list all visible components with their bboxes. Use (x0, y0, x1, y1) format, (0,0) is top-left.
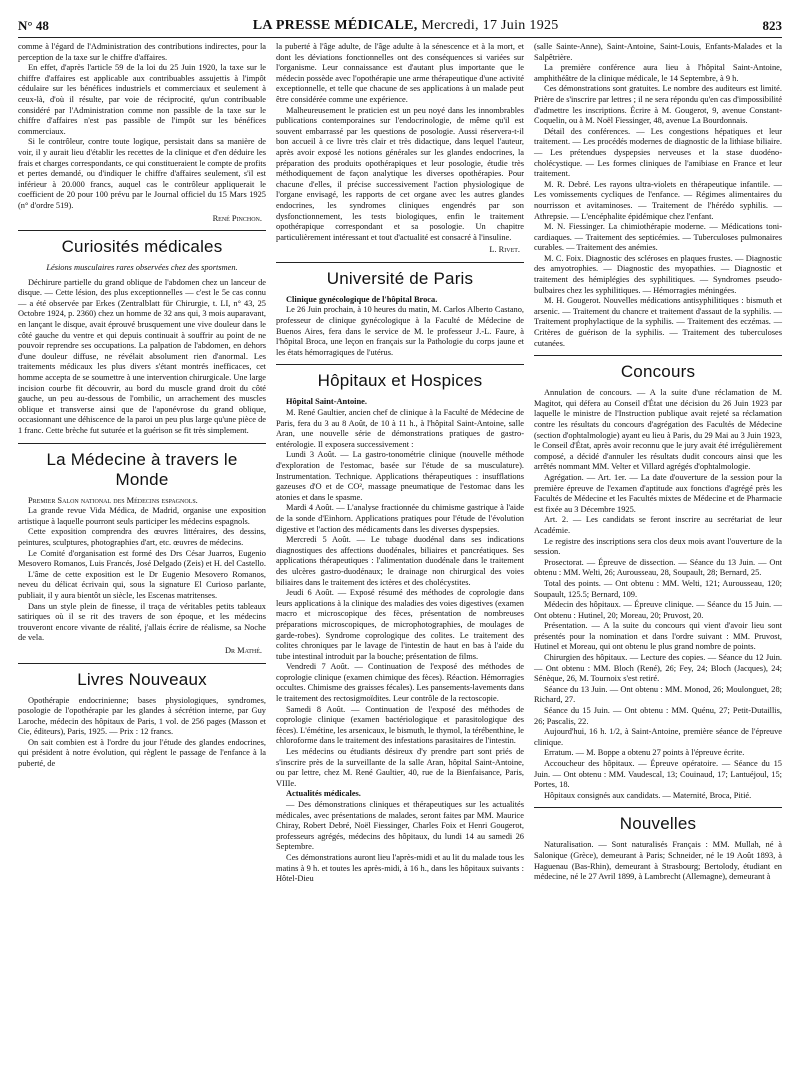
column-1 (18, 42, 266, 885)
section-title-concours: Concours (620, 362, 696, 382)
paragraph: Si le contrôleur, contre toute logique, persistait dans sa manière de voir, il y aurait lieu d'établir les recettes de la clinique et d'en déduire les frais et charges correspondants, ce qui constitueraient le compte de profits et pertes demandé, ou d'indiquer le chiffre d'affaires seulement, s'il est inférieur à 20.000 francs, auquel cas le contrôleur appliquerait le coefficient de 20 pour 100 prévu par le Journal officiel du 15 Mars 1925 (n° d'ordre 519). (18, 137, 266, 210)
paragraph: Dans un style plein de finesse, il traça de véritables petits tableaux satiriques où il se rit des travers de son époque, et les médecins trouveront encore vivante de réalité, j'allais écrire de réalisme, sa Noche de vela. (18, 601, 266, 643)
paragraph: M. N. Fiessinger. La chimiothérapie moderne. — Médications toni-cardiaques. — Traitement des septicémies. — Tuberculoses pulmonaires curables. — Traitement des anémies. (534, 222, 782, 253)
section-title-nouvelles: Nouvelles (619, 814, 697, 834)
paragraph: Cette exposition comprendra des œuvres littéraires, des dessins, peintures, sculptures, photographies d'art, etc. œuvres de médecins. (18, 527, 266, 547)
paragraph: Opothérapie endocrinienne; bases physiologiques, syndromes, posologie de l'opothérapie par les glandes à sécrétion interne, par Guy Laroche, médecin des hôpitaux de Paris, 1 vol. de 256 pages (Masson et Cie, éditeurs), Paris, 1925. — Prix : 12 francs. (18, 695, 266, 737)
paragraph: Mercredi 5 Août. — Le tubage duodénal dans ses indications diagnostiques des affections duodénales, biliaires et pancréatiques. Ses applications thérapeutiques : l'alimentation duodénale dans le traitement des ulcères gastro-duodénaux; le drainage non chirurgical des voies biliaires dans le traitement des ictères et des cholécystites. (276, 535, 524, 587)
paragraph: M. H. Gougerot. Nouvelles médications antisyphilitiques : bismuth et arsenic. — Traitement du chancre et traitement d'assaut de la syphilis. — Traitement prophylactique de la syphilis. — Traitement des eczémas. — Critères de guérison de la syphilis. — Traitement des tuberculoses cutanées. (534, 296, 782, 348)
paragraph: Séance du 13 Juin. — Ont obtenu : MM. Monod, 26; Moulonguet, 28; Richard, 27. (534, 684, 782, 705)
paragraph: Prosectorat. — Épreuve de dissection. — Séance du 13 Juin. — Ont obtenu : MM. Welti, 26; Aurousseau, 28, Soupault, 28; Bernard, 25. (534, 557, 782, 578)
paragraph: Lundi 3 Août. — La gastro-tonométrie clinique (nouvelle méthode d'exploration de l'estomac, basée sur l'étude de sa musculature). Instrumentation. Technique. Applications thérapeutiques : insufflations gazeuses d'O et de CO², massage pneumatique de l'estomac dans les atonies et dans le spasme. (276, 450, 524, 502)
paragraph: Vendredi 7 Août. — Continuation de l'exposé des méthodes de coprologie clinique (examen chimique des fèces). Réaction. Hémorragies occultes. Chimisme des graisses fécales). Les pansements-lavements dans le traitement des rectosigmoïdites. Leur contrôle de la rectoscopie. (276, 662, 524, 704)
paragraph: Samedi 8 Août. — Continuation de l'exposé des méthodes de coprologie clinique (examen bactériologique et parasitologique des fèces). L'émétine, les arsenicaux, le bismuth, le thymol, la térébenthine, le chloroforme dans le traitement des infestations parasitaires de l'intestin. (276, 704, 525, 746)
journal-title (253, 18, 559, 34)
paragraph: Accoucheur des hôpitaux. — Épreuve opératoire. — Séance du 15 Juin. — Ont obtenu : MM. Vaudescal, 13; Couinaud, 17; Lantuéjoul, 15; Portes, 18. (534, 759, 782, 790)
paragraph: Jeudi 6 Août. — Exposé résumé des méthodes de coprologie dans leurs applications à la clinique des maladies des voies digestives (examen macro et microscopique des fèces, présentation de nombreuses préparations microscopiques, de microphotographies, de moulages de garde-robes). Syndrome coprologique des colites. Le traitement des colites chroniques par le lavage de l'intestin de haut en bas à l'aide du tube intestinal introduit par la bouche; présentation de films. (276, 588, 524, 661)
paragraph: (salle Sainte-Anne), Saint-Antoine, Saint-Louis, Enfants-Malades et la Salpêtrière. (534, 42, 782, 62)
divider (534, 807, 782, 808)
paragraph: Détail des conférences. — Les congestions hépatiques et leur traitement. — Les procédés modernes de diagnostic de la lithiase biliaire. — Les prétendues dyspepsies nerveuses et la stase duodéno-cholécystique. — Les formes cliniques de l'amibiase en France et leur traitement. (534, 126, 782, 179)
author-signature: Dr Mathé. (224, 645, 262, 655)
divider (534, 355, 782, 356)
divider (276, 262, 524, 263)
paragraph: Présentation. — A la suite du concours qui vient d'avoir lieu sont présentés pour la nomination et dans l'ordre suivant : MM. Pruvost, Hutinel et Moreau, qui ont obtenu le plus grand nombre de points. (534, 621, 782, 652)
paragraph: comme à l'égard de l'Administration des contributions indirectes, pour la perception de la taxe sur le chiffre d'affaires. (18, 42, 266, 62)
paragraph: Le registre des inscriptions sera clos deux mois avant l'ouverture de la session. (534, 536, 782, 557)
paragraph: Les médecins ou étudiants désireux d'y prendre part sont priés de s'inscrire près de la surveillante de la salle Aran, hôpital Saint-Antoine, ou par lettre, chez M. René Gaultier, 40, rue de la Bienfaisance, Paris, VIIIe. (276, 747, 524, 788)
paragraph: L'âme de cette exposition est le Dr Eugenio Mesovero Romanos, neveu du délicat écrivain qui, sous la signature El Curioso parlante, publiait, il y aura bientôt un siècle, les Escenas matritenses. (18, 569, 266, 600)
article-heading: Actualités médicales. (286, 789, 361, 799)
paragraph: Déchirure partielle du grand oblique de l'abdomen chez un lanceur de disque. — Cette lésion, des plus exceptionnelles — c'est le 5e cas connu — a été observée par Erkes (Zentralblatt für Chirurgie, t. LI, n° 43, 25 Octobre 1924, p. 2360) chez un homme de 32 ans qui, 3 mois auparavant, en lançant le disque, avait éprouvé brusquement une vive douleur dans le côté gauche du ventre et qui depuis continuait à souffrir au point de ne pouvoir reprendre ses occupations. La palpation de l'abdomen, en dehors d'une douleur diffuse, ne révélait absolument rien d'anormal. Les traitements médicaux les plus divers s'étant montrés inefficaces, cet homme accepta de se soumettre à une intervention chirurgicale. Une large incision courbe fit découvrir, au bord du muscle grand droit du côté gauche, un peu au-dessous de l'ombilic, un arrachement des muscles oblique et transverse ainsi que de l'aponévrose du grand oblique, occasionnant une déhiscence de la paroi un peu plus large qu'une pièce de 1 franc. Cette brèche fut suturée et la guérison se fit très simplement. (18, 277, 266, 435)
paragraph: En effet, d'après l'article 59 de la loi du 25 Juin 1920, la taxe sur le chiffre d'affaires est applicable aux contribuables assujettis à l'impôt cédulaire sur les bénéfices industriels et commerciaux et seulement à ceux-là, d'où il résulte, par voie de réciprocité, qu'un contribuable considéré par l'Administration comme non passible de la taxe sur le chiffre d'affaires n'est pas passible de l'impôt sur les bénéfices commerciaux. (18, 63, 266, 136)
column-2 (276, 42, 524, 885)
paragraph: la puberté à l'âge adulte, de l'âge adulte à la sénescence et à la mort, et dont les déviations fonctionnelles ont des conséquences si variées sur l'organisme. Leur connaissance est d'autant plus importante que le médecin possède avec l'opothérapie une arme thérapeutique d'une activité exceptionnelle, et telle que chacune de ses applications à un malade peut être considérée comme une expérience. (276, 42, 524, 104)
paragraph: Total des points. — Ont obtenu : MM. Welti, 121; Aurousseau, 120; Soupault, 125.5; Bernard, 109. (534, 578, 782, 599)
paragraph: M. R. Debré. Les rayons ultra-violets en thérapeutique infantile. — Les vomissements cycliques de l'enfance. — Régimes alimentaires du nourrisson et avitaminoses. — Traitement de l'hérédo syphilis. — Athrepsie. — L'encéphalite épidémique chez l'enfant. (534, 179, 782, 221)
section-subtitle: Lésions musculaires rares observées chez des sportsmen. (46, 263, 238, 273)
paragraph: Naturalisation. — Sont naturalisés Français : MM. Mullah, né à Salonique (Grèce), demeurant à Paris; Schneider, né le 19 Août 1893, à Haguenau (Bas-Rhin), demeurant à Strasbourg; Bertolody, étudiant en médecine, né le 27 Avril 1899, à Lambrecht (Allemagne), demeurant à (534, 840, 782, 882)
paragraph: Art. 2. — Les candidats se feront inscrire au secrétariat de leur Académie. (534, 515, 782, 535)
section-title-hopitaux: Hôpitaux et Hospices (317, 371, 483, 391)
section-title-universite: Université de Paris (326, 268, 474, 288)
section-title-livres: Livres Nouveaux (77, 669, 207, 689)
paragraph: Erratum. — M. Boppe a obtenu 27 points à l'épreuve écrite. (544, 748, 745, 758)
paragraph: Séance du 15 Juin. — Ont obtenu : MM. Quénu, 27; Petit-Dutaillis, 26; Pascalis, 22. (534, 706, 782, 726)
article-heading: Clinique gynécologique de l'hôpital Broca. (286, 294, 438, 304)
paragraph: M. René Gaultier, ancien chef de clinique à la Faculté de Médecine de Paris, fera du 3 au 8 Août, de 10 à 11 h., à l'hôpital Saint-Antoine, salle Aran, une nouvelle série de démonstrations pratiques de gastro-entérologie. Il exposera successivement : (276, 408, 524, 449)
paragraph: On sait combien est à l'ordre du jour l'étude des glandes endocrines, qui président à notre évolution, qui règlent le passage de l'enfance à la puberté, de (18, 737, 266, 769)
divider (18, 663, 266, 664)
page-number: 823 (762, 18, 782, 33)
paragraph: — Des démonstrations cliniques et thérapeutiques sur les actualités médicales, avec présentations de malades, seront faites par MM. Maurice Chiray, Robert Debré, Noël Fiessinger, Charles Foix et Henri Gougerot, professeurs agrégés, médecins des hôpitaux, du lundi 14 au samedi 26 Septembre. (276, 800, 524, 852)
paragraph: Médecin des hôpitaux. — Épreuve clinique. — Séance du 15 Juin. — Ont obtenu : Hutinel, 20; Moreau, 20; Pruvost, 20. (534, 600, 782, 620)
section-title-medecine-monde: La Médecine à travers le Monde (46, 449, 238, 489)
column-3 (534, 42, 782, 885)
paragraph: Annulation de concours. — A la suite d'une réclamation de M. Magitot, qui défera au Conseil d'État une décision du 26 Juin 1923 par laquelle le ministre de l'Instruction publique avait rejeté sa réclamation contre les résultats du concours d'agrégation des Facultés de Médecine (section d'ophtalmologie) ayant eu lieu à Paris, du 29 Mai au 3 Juin 1923, le Conseil d'État, après avoir reconnu que le jury avait été irrégulièrement composé, a décidé d'annuler les résultats dudit concours ainsi que les arrêtés nommant MM. Velter et Villard agrégés d'ophtalmologie. (534, 388, 782, 472)
section-title-curiosites: Curiosités médicales (61, 237, 223, 257)
paragraph: Chirurgien des hôpitaux. — Lecture des copies. — Séance du 12 Juin. — Ont obtenu : MM. Bloch (René), 26; Fey, 24; Bloch (Jacques), 24; Sénèque, 26, M. Tournoix s'est retiré. (534, 653, 782, 684)
paragraph: Le Comité d'organisation est formé des Drs César Juarros, Eugenio Mesovero Romanos, Luis Francés, José Delgado (Zeis) et H. del Castello. (18, 548, 266, 569)
paragraph: Ces démonstrations auront lieu l'après-midi et au lit du malade tous les matins à 9 h. et toutes les après-midi, à 16 h., dans les hôpitaux suivants : Hôtel-Dieu (276, 852, 524, 884)
issue-number: N° 48 (18, 18, 49, 33)
paragraph: M. C. Foix. Diagnostic des scléroses en plaques frustes. — Diagnostic des amyotrophies. — Diagnostic des myopathies. — Diagnostic et traitement des hémiplégies des syphilitiques. — Syndromes pseudo-bulbaires chez les syphilitiques. — Hémorragies méningées. (534, 253, 782, 295)
divider (276, 364, 524, 365)
paragraph: Agrégation. — Art. 1er. — La date d'ouverture de la session pour la première épreuve de l'examen d'aptitude aux fonctions d'agrégé près les Facultés de Médecine et les Facultés mixtes de Médecine et de Pharmacie est fixée au 3 Décembre 1925. (534, 472, 782, 514)
article-heading: Hôpital Saint-Antoine. (286, 397, 367, 407)
article-heading: Premier Salon national des Médecins espagnols. (28, 495, 198, 505)
issue-date: Mercredi, 17 Juin 1925 (417, 18, 559, 33)
columns (18, 42, 782, 885)
author-signature: René Pinchon. (212, 213, 262, 223)
paragraph: Aujourd'hui, 16 h. 1/2, à Saint-Antoine, première séance de l'épreuve clinique. (534, 727, 782, 747)
divider (18, 230, 266, 231)
page-header (18, 8, 782, 38)
divider (18, 443, 266, 444)
paragraph: Ces démonstrations sont gratuites. Le nombre des auditeurs est limité. Prière de s'inscrire par lettres ; il ne sera répondu qu'en cas d'impossibilité d'admettre les inscriptions. Écrire à M. Gougerot, 9, avenue Constant-Coquelin, ou à M. Noël Fiessinger, 48, avenue La Bourdonnais. (534, 84, 782, 126)
paragraph: La première conférence aura lieu à l'hôpital Saint-Antoine, amphithéâtre de la clinique médicale, le 14 Septembre, à 9 h. (534, 63, 782, 83)
paragraph: La grande revue Vida Médica, de Madrid, organise une exposition artistique à laquelle pourront seuls participer les médecins espagnols. (18, 506, 266, 526)
paragraph: Malheureusement le praticien est un peu noyé dans les innombrables publications contemporaines sur l'endocrinologie, de même qu'il est souvent embarrassé par les questions de posologie. Aussi réservera-t-il bon accueil à ce livre très clair et très didactique, dans lequel l'auteur, après avoir exposé les notions générales sur les glandes endocrines, la préparation des produits opothérapiques et leur posologie, étudie très méthodiquement de façon analytique les diverses opothérapies. Pour chacune d'elles, il précise successivement l'action physiologique de l'organe envisagé, les rapports de cet organe avec les autres glandes endocrines, les syndromes cliniques engendrés par son dysfonctionnement, les tests biologiques, enfin le traitement opothérapique correspondant et sa posologie. Un chapitre particulièrement intéressant et tout d'actualité est consacré à l'insuline. (276, 105, 524, 242)
journal-name: LA PRESSE MÉDICALE, (252, 18, 418, 33)
paragraph: Hôpitaux consignés aux candidats. — Maternité, Broca, Pitié. (544, 790, 752, 800)
paragraph: Mardi 4 Août. — L'analyse fractionnée du chimisme gastrique à l'aide de la sonde d'Einhorn. Applications pratiques pour l'étude de l'évolution digestive et l'action des médicaments dans les diverses dyspepsies. (276, 503, 524, 534)
paragraph: Le 26 Juin prochain, à 10 heures du matin, M. Carlos Alberto Castano, professeur de clinique gynécologique à la Faculté de Médecine de Buenos Aires, fera dans le service de M. le professeur J.-L. Faure, à l'hôpital Broca, une leçon en français sur la Pathologie du corps jaune et les états hémorragiques de l'utérus. (276, 305, 524, 357)
author-signature: L. Rivet. (489, 245, 520, 255)
